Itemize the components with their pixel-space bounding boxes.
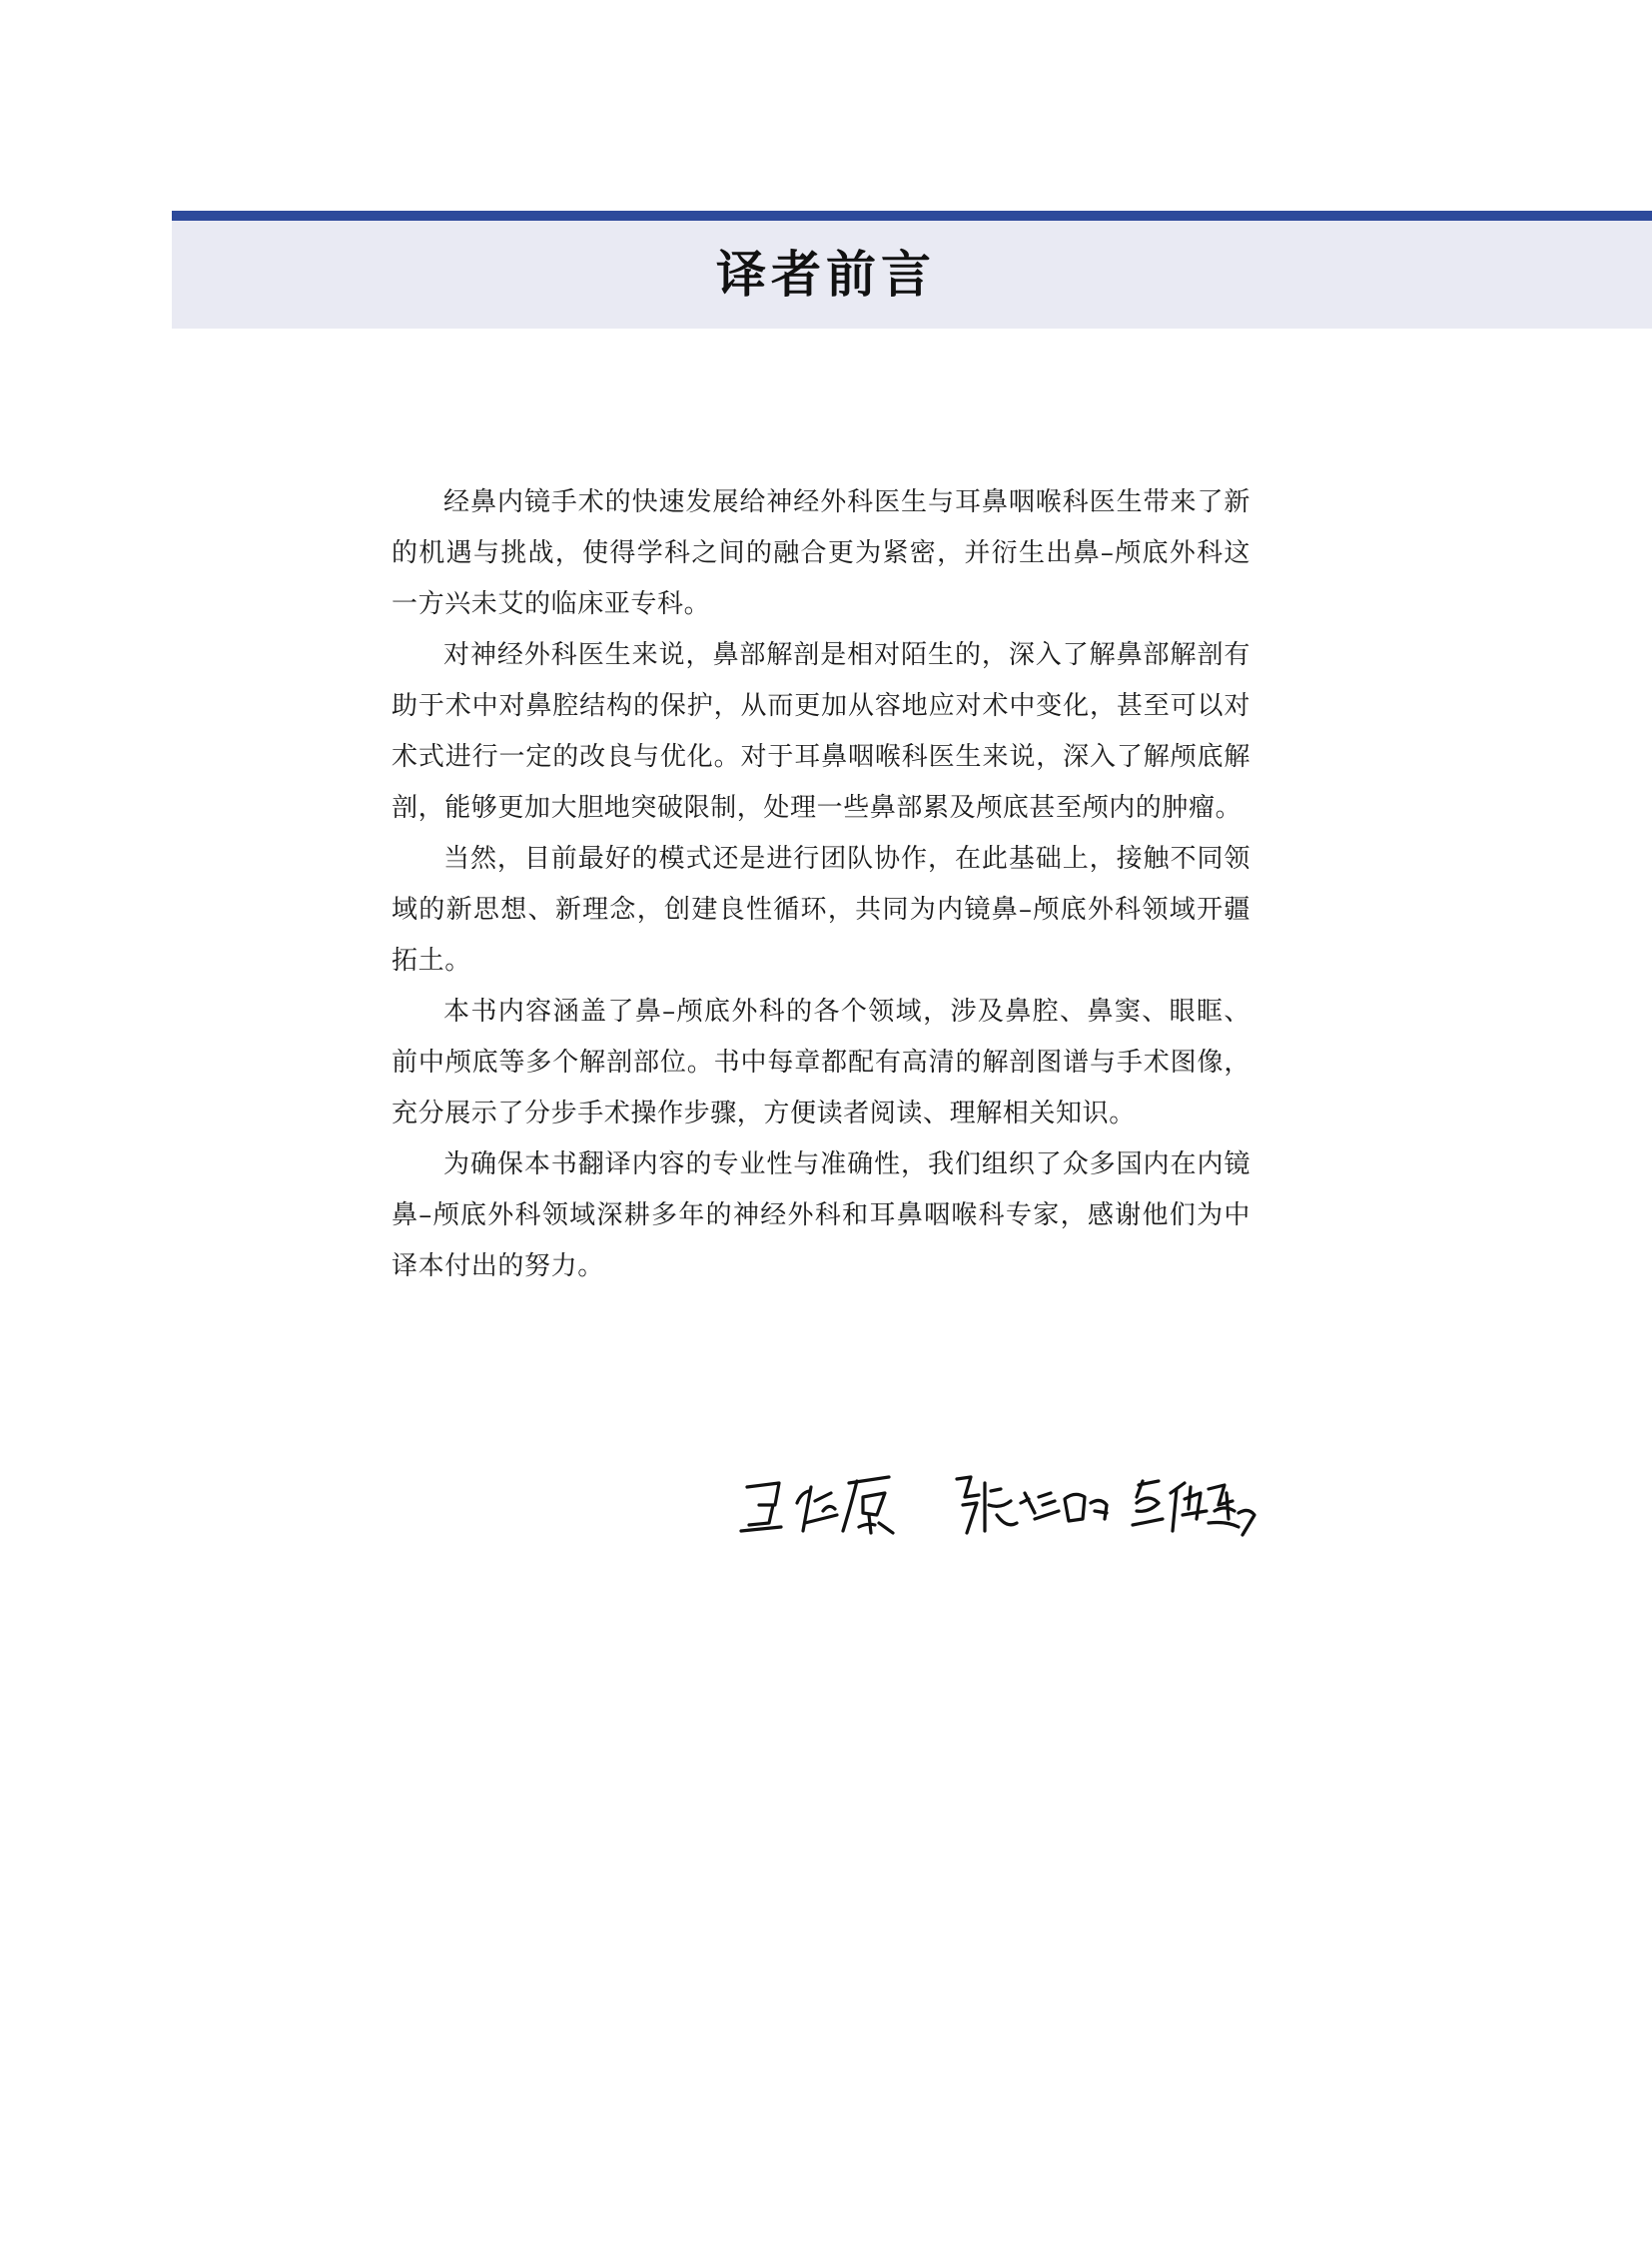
- page-title: 译者前言: [716, 245, 936, 304]
- paragraph-1: 经鼻内镜手术的快速发展给神经外科医生与耳鼻咽喉科医生带来了新的机遇与挑战，使得学科之间的融合更为紧密，并衍生出鼻–颅底外科这一方兴未艾的临床亚专科。: [392, 487, 1250, 619]
- paragraph-3: 当然，目前最好的模式还是进行团队协作，在此基础上，接触不同领域的新思想、新理念，创建良性循环，共同为内镜鼻–颅底外科领域开疆拓土。: [392, 844, 1250, 976]
- paragraph-4: 本书内容涵盖了鼻–颅底外科的各个领域，涉及鼻腔、鼻窦、眼眶、前中颅底等多个解剖部位。书中每章都配有高清的解剖图谱与手术图像，充分展示了分步手术操作步骤，方便读者阅读、理解相关知识。: [392, 997, 1250, 1128]
- translator-signatures: [739, 1453, 1258, 1563]
- paragraph-2: 对神经外科医生来说，鼻部解剖是相对陌生的，深入了解鼻部解剖有助于术中对鼻腔结构的保护，从而更加从容地应对术中变化，甚至可以对术式进行一定的改良与优化。对于耳鼻咽喉科医生来说，深入了解颅底解剖，能够更加大胆地突破限制，处理一些鼻部累及颅底甚至颅内的肿瘤。: [392, 640, 1250, 823]
- preface-body: [392, 477, 1250, 1292]
- paragraph-5: 为确保本书翻译内容的专业性与准确性，我们组织了众多国内在内镜鼻–颅底外科领域深耕多年的神经外科和耳鼻咽喉科专家，感谢他们为中译本付出的努力。: [392, 1149, 1250, 1281]
- signature-icon: [739, 1453, 1258, 1563]
- title-banner: [172, 211, 1652, 329]
